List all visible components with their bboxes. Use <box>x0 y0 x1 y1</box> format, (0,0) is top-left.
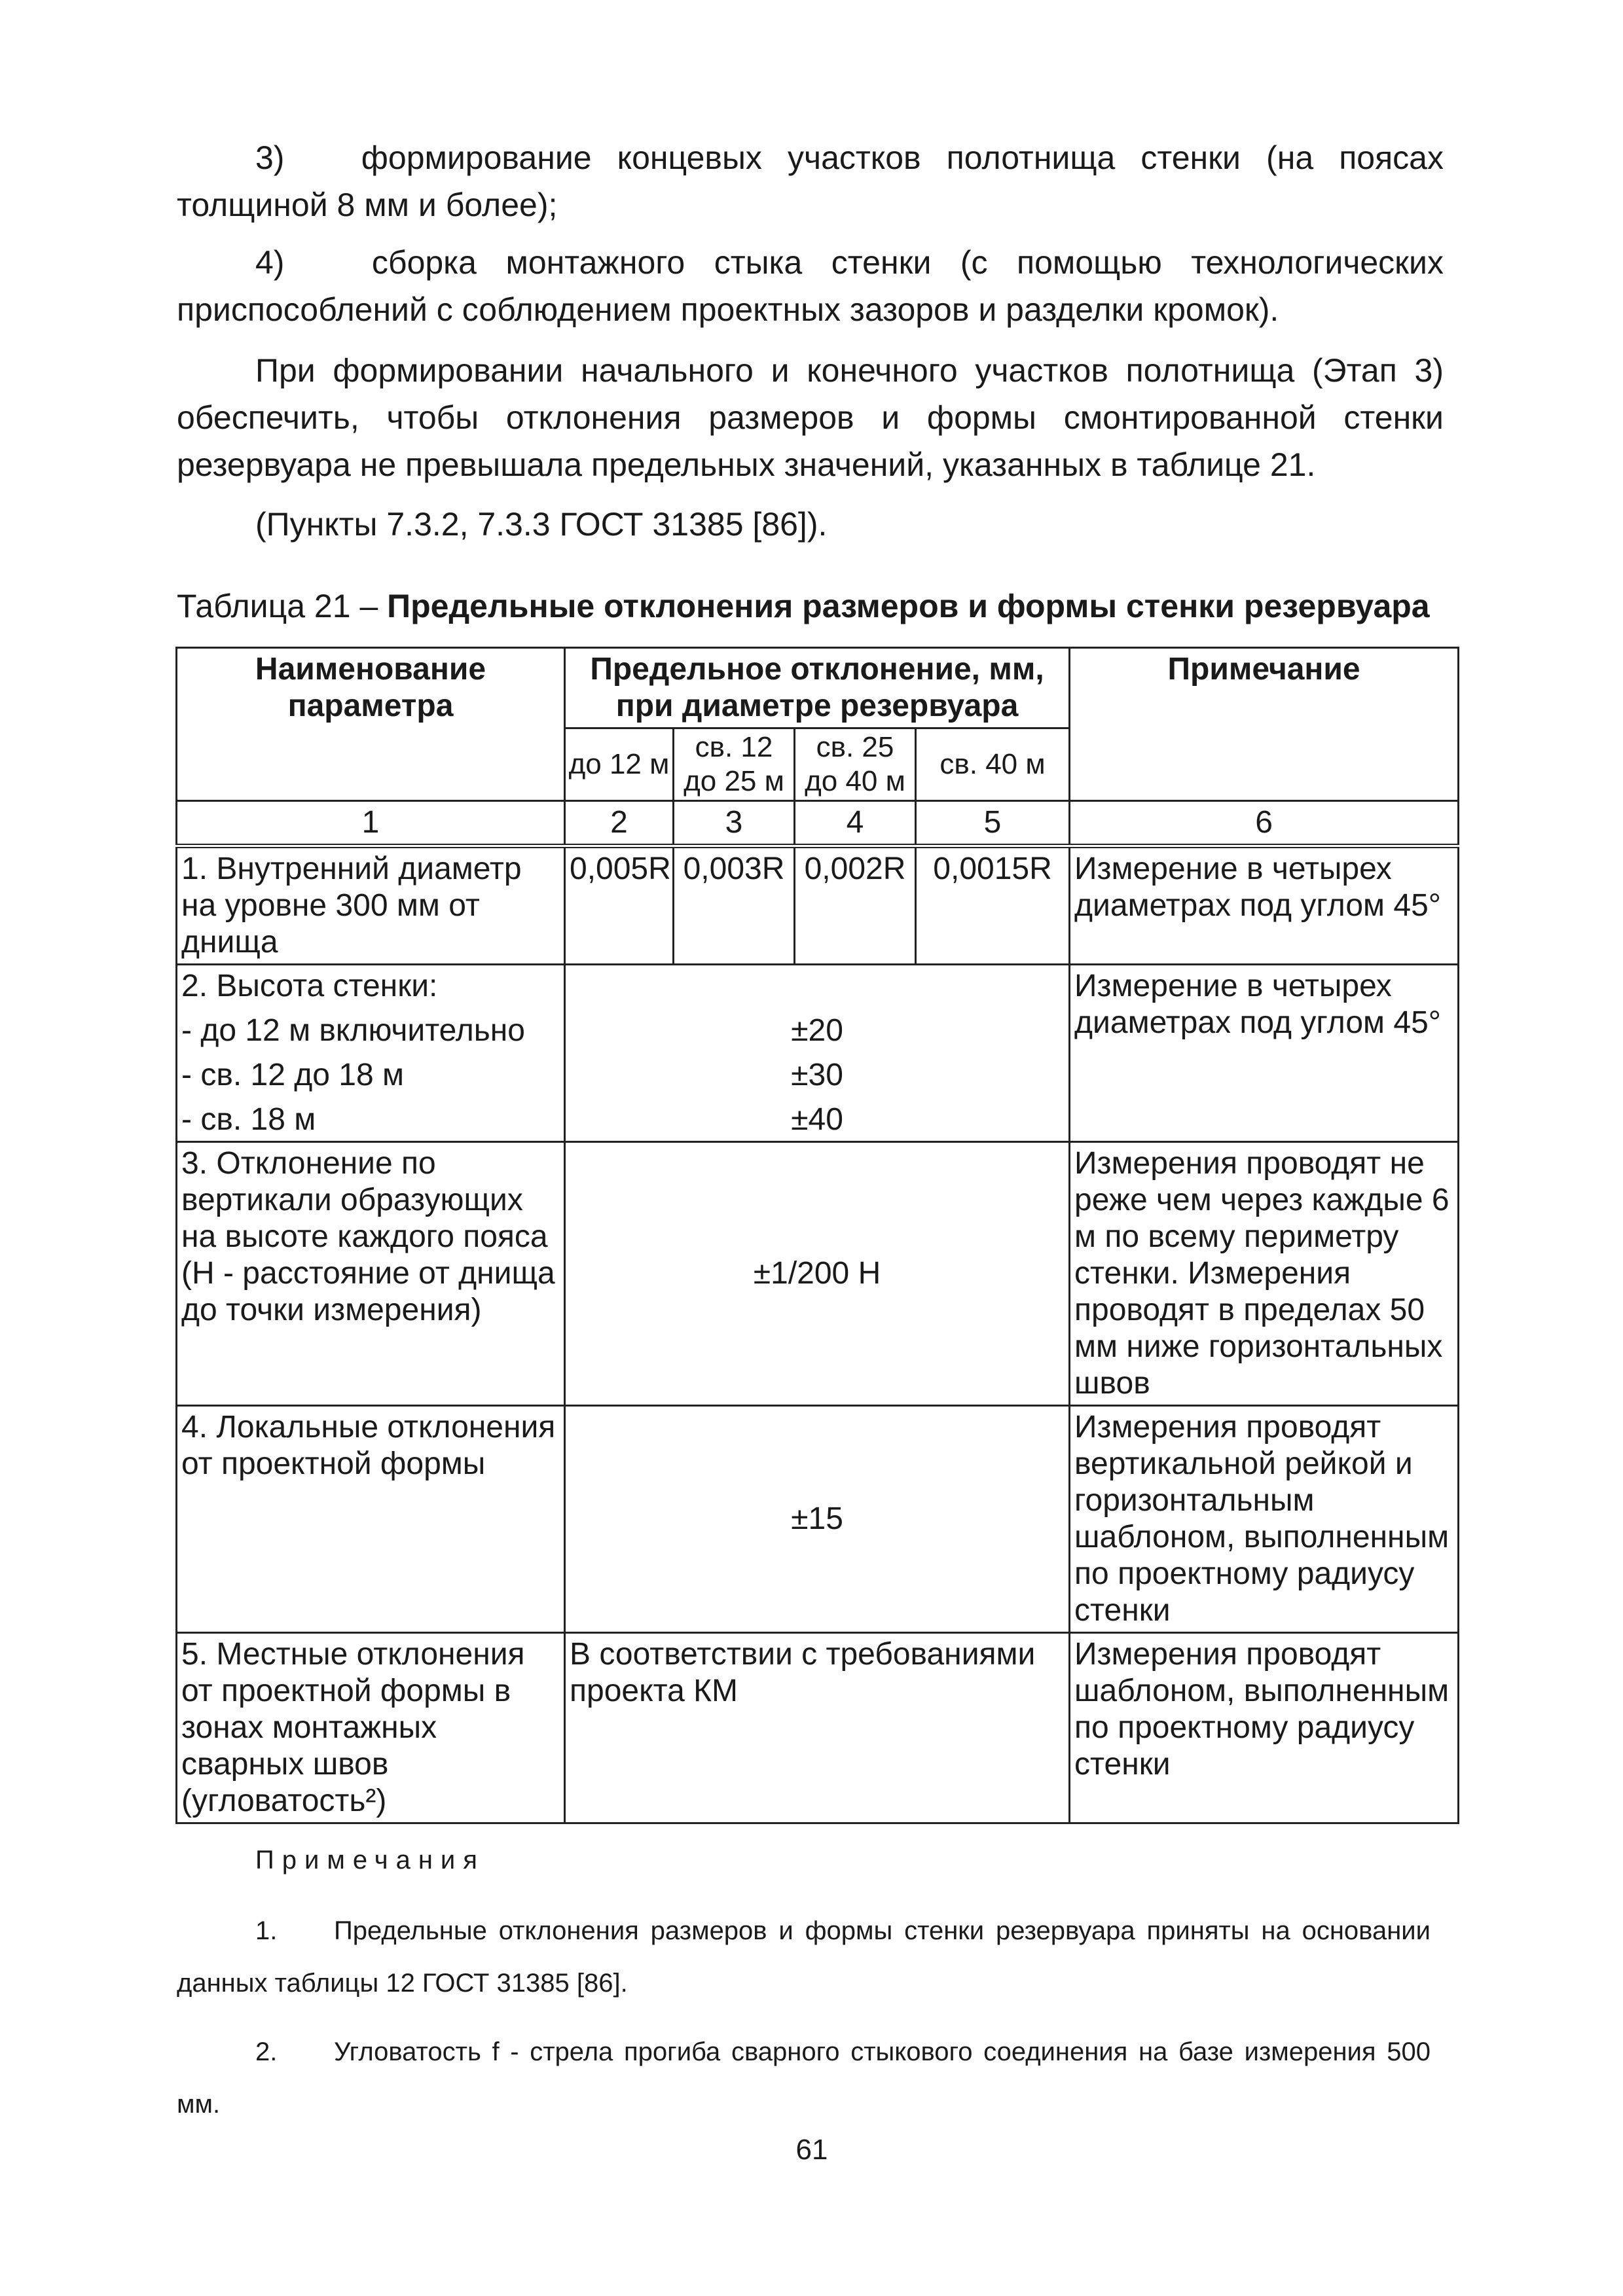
table-header-row <box>177 648 1459 728</box>
header-note: Примечание <box>1070 648 1459 801</box>
row3-note: Измерения проводят не реже чем через каждые 6 м по всему периметру стенки. Измерения проводят в пределах 50 мм ниже горизонтальных швов <box>1070 1142 1459 1406</box>
row4-param: 4. Локальные отклонения от проектной формы <box>177 1406 565 1633</box>
paragraph-item-3: 3) формирование концевых участков полотнища стенки (на поясах толщиной 8 мм и более); <box>177 139 1444 223</box>
column-number: 2 <box>565 801 674 846</box>
row2-param-over-18: - св. 18 м <box>181 1102 316 1137</box>
note-1 <box>177 1905 1431 2009</box>
deviations-table <box>175 647 1459 1824</box>
header-param: Наименование параметра <box>177 648 565 801</box>
row5-note: Измерения проводят шаблоном, выполненным по проектному радиусу стенки <box>1070 1633 1459 1823</box>
table-caption-title: Предельные отклонения размеров и формы стенки резервуара <box>387 588 1430 624</box>
column-number: 4 <box>795 801 916 846</box>
subheader-up-to-12: до 12 м <box>565 728 674 801</box>
note-1-text: Предельные отклонения размеров и формы стенки резервуара приняты на основании данных таблицы 12 ГОСТ 31385 [86]. <box>177 1916 1431 1998</box>
row1-param: 1. Внутренний диаметр на уровне 300 мм от днища <box>177 846 565 965</box>
row3-param: 3. Отклонение по вертикали образующих на высоте каждого пояса (H - расстояние от днища до точки измерения) <box>177 1142 565 1406</box>
column-number: 1 <box>177 801 565 846</box>
column-number-row <box>177 801 1459 846</box>
row1-value-12-to-25: 0,003R <box>674 846 795 965</box>
row1-value-25-to-40: 0,002R <box>795 846 916 965</box>
page-number: 61 <box>795 2134 828 2166</box>
table-row <box>177 1142 1459 1406</box>
row2-value-12-to-18: ±30 <box>791 1058 843 1092</box>
table-caption-prefix: Таблица 21 – <box>177 588 388 624</box>
note-2-number: 2. <box>255 2037 278 2066</box>
row5-value: В соответствии с требованиями проекта КМ <box>565 1633 1070 1823</box>
row2-param-up-to-12: - до 12 м включительно <box>181 1013 525 1048</box>
row2-value-over-18: ±40 <box>791 1102 843 1137</box>
table-row <box>177 1406 1459 1633</box>
row2-param-title: 2. Высота стенки: <box>181 969 438 1003</box>
subheader-25-to-40: св. 25 до 40 м <box>795 728 916 801</box>
column-number: 5 <box>916 801 1070 846</box>
table-row <box>177 846 1459 965</box>
row2-param-12-to-18: - св. 12 до 18 м <box>181 1058 404 1092</box>
row1-value-up-to-12: 0,005R <box>565 846 674 965</box>
row4-value: ±15 <box>565 1406 1070 1633</box>
row2-value-up-to-12: ±20 <box>791 1013 843 1048</box>
row5-param: 5. Местные отклонения от проектной формы в зонах монтажных сварных швов (угловатость²) <box>177 1633 565 1823</box>
row2-param <box>177 965 565 1142</box>
row3-value: ±1/200 H <box>565 1142 1070 1406</box>
table-caption <box>177 583 1460 630</box>
row4-note: Измерения проводят вертикальной рейкой и горизонтальным шаблоном, выполненным по проектному радиусу стенки <box>1070 1406 1459 1633</box>
table-row <box>177 1633 1459 1823</box>
note-2-text: Угловатость f - стрела прогиба сварного стыкового соединения на базе измерения 500 мм. <box>177 2037 1431 2119</box>
notes-heading: Примечания <box>255 1846 485 1874</box>
subheader-12-to-25: св. 12 до 25 м <box>674 728 795 801</box>
table-row <box>177 965 1459 1142</box>
row2-note: Измерение в четырех диаметрах под углом 45° <box>1070 965 1459 1142</box>
note-1-number: 1. <box>255 1916 278 1945</box>
paragraph-item-4: 4) сборка монтажного стыка стенки (с помощью технологических приспособлений с соблюдением проектных зазоров и разделки кромок). <box>177 244 1444 328</box>
row1-value-over-40: 0,0015R <box>916 846 1070 965</box>
subheader-over-40: св. 40 м <box>916 728 1070 801</box>
column-number: 6 <box>1070 801 1459 846</box>
column-number: 3 <box>674 801 795 846</box>
paragraph-reference: (Пункты 7.3.2, 7.3.3 ГОСТ 31385 [86]). <box>255 506 828 543</box>
row2-values <box>565 965 1070 1142</box>
note-2 <box>177 2026 1431 2130</box>
paragraph-stage-3: При формировании начального и конечного участков полотнища (Этап 3) обеспечить, чтобы отклонения размеров и формы смонтированной стенки резервуара не превышала предельных значений, указанных в таблице 21. <box>177 352 1444 483</box>
header-deviation: Предельное отклонение, мм, при диаметре резервуара <box>565 648 1070 728</box>
row1-note: Измерение в четырех диаметрах под углом 45° <box>1070 846 1459 965</box>
